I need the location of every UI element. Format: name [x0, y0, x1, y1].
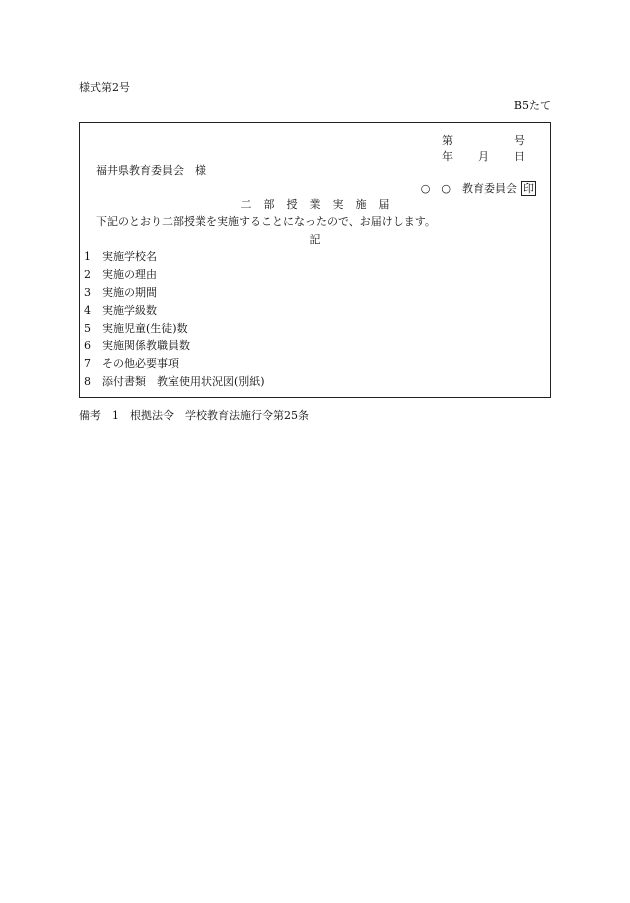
date-month: 月: [478, 150, 489, 163]
item-number: 5: [84, 321, 91, 335]
number-suffix: 号: [514, 134, 525, 147]
item-number: 7: [84, 357, 91, 371]
item-text: 添付書類 教室使用状況図(別紙): [102, 375, 265, 389]
number-prefix: 第: [442, 134, 453, 147]
list-item: [84, 269, 265, 287]
date-year: 年: [442, 150, 453, 163]
seal-mark: 印: [523, 182, 534, 195]
intro-text: 下記のとおり二部授業を実施することになったので、お届けします。: [96, 215, 436, 228]
item-text: 実施児童(生徒)数: [102, 321, 188, 335]
remarks: 備考 1 根拠法令 学校教育法施行令第25条: [79, 409, 309, 422]
list-item: [84, 376, 265, 394]
list-item: [84, 340, 265, 358]
list-item: [84, 305, 265, 323]
ki-heading: 記: [309, 233, 321, 246]
sender-line: [421, 181, 536, 196]
item-number: 6: [84, 339, 91, 353]
item-list: [84, 251, 265, 394]
item-number: 8: [84, 375, 91, 389]
item-number: 3: [84, 285, 91, 299]
item-text: 実施関係教職員数: [102, 339, 190, 353]
item-text: 実施学級数: [102, 303, 157, 317]
item-number: 2: [84, 267, 91, 281]
list-item: [84, 251, 265, 269]
list-item: [84, 358, 265, 376]
item-text: 実施の期間: [102, 285, 157, 299]
item-number: 1: [84, 250, 91, 263]
paper-size: B5たて: [513, 99, 551, 112]
addressee: 福井県教育委員会 様: [96, 164, 206, 177]
list-item: [84, 323, 265, 341]
item-text: その他必要事項: [102, 357, 179, 371]
sender-name: ○ ○ 教育委員会: [420, 182, 517, 195]
form-title: 二部授業実施届: [240, 198, 402, 211]
item-number: 4: [84, 303, 91, 317]
date-day: 日: [514, 150, 525, 163]
item-text: 実施の理由: [102, 267, 157, 281]
list-item: [84, 287, 265, 305]
item-text: 実施学校名: [102, 250, 157, 263]
form-number: 様式第2号: [79, 81, 130, 94]
